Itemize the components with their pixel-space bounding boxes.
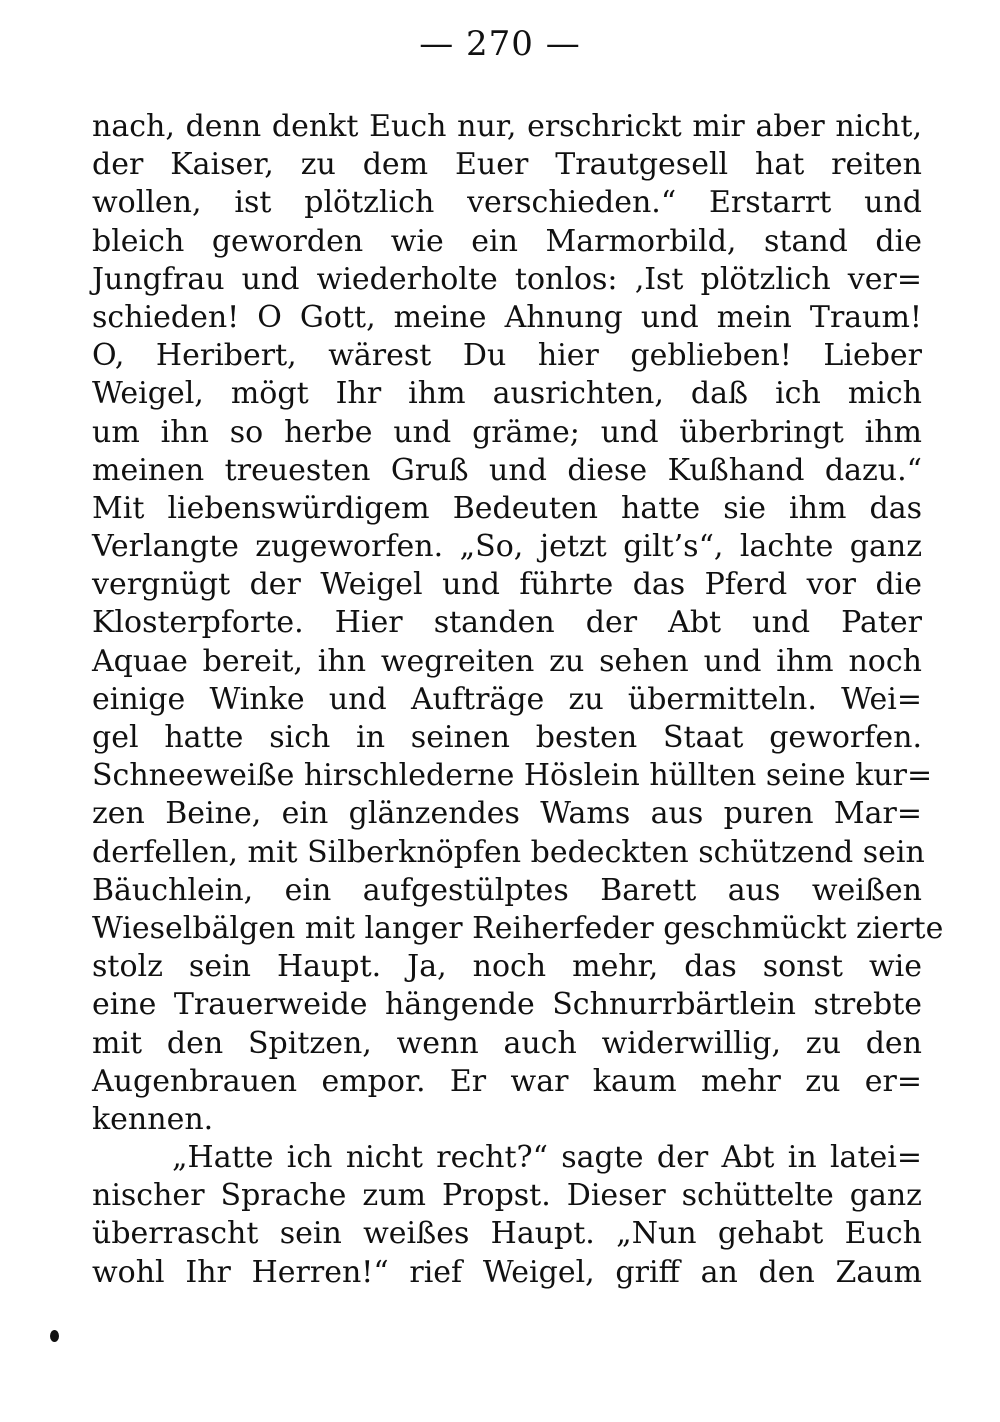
- ink-speck: [50, 1330, 59, 1342]
- text-line: Verlangte zugeworfen. „So, jetzt gilt’s“, lachte ganz: [92, 529, 922, 565]
- text-line: wohl Ihr Herren!“ rief Weigel, griff an den Zaum: [92, 1254, 922, 1290]
- text-line: einige Winke und Aufträge zu übermitteln. Wei=: [92, 681, 922, 717]
- text-line: überrascht sein weißes Haupt. „Nun gehabt Euch: [92, 1216, 922, 1252]
- text-line: Klosterpforte. Hier standen der Abt und Pater: [92, 605, 922, 641]
- text-line: Weigel, mögt Ihr ihm ausrichten, daß ich mich: [92, 376, 922, 412]
- text-line: nach, denn denkt Euch nur, erschrickt mir aber nicht,: [92, 109, 922, 144]
- text-line: Augenbrauen empor. Er war kaum mehr zu er=: [92, 1063, 922, 1099]
- text-line: Jungfrau und wiederholte tonlos: ‚Ist plötzlich ver=: [92, 261, 922, 297]
- text-line: der Kaiser, zu dem Euer Trautgesell hat reiten: [92, 147, 922, 183]
- text-line: Aquae bereit, ihn wegreiten zu sehen und ihm noch: [92, 643, 922, 679]
- text-line: gel hatte sich in seinen besten Staat geworfen.: [92, 720, 922, 755]
- text-line: wollen, ist plötzlich verschieden.“ Erstarrt und: [92, 185, 922, 221]
- text-line: um ihn so herbe und gräme; und überbringt ihm: [92, 414, 922, 450]
- paragraph-start-line: „Hatte ich nicht recht?“ sagte der Abt in latei=: [172, 1140, 922, 1176]
- text-line: mit den Spitzen, wenn auch widerwillig, zu den: [92, 1025, 922, 1061]
- body-text: [92, 108, 944, 1292]
- text-line: bleich geworden wie ein Marmorbild, stand die: [92, 223, 922, 259]
- paragraph-end-line: kennen.: [92, 1101, 214, 1137]
- page-number: — 270 —: [419, 24, 581, 64]
- text-line: nischer Sprache zum Propst. Dieser schüttelte ganz: [92, 1178, 922, 1214]
- text-line: vergnügt der Weigel und führte das Pferd vor die: [92, 567, 922, 603]
- text-line: stolz sein Haupt. Ja, noch mehr, das sonst wie: [92, 949, 922, 985]
- text-line: schieden! O Gott, meine Ahnung und mein Traum!: [92, 299, 922, 335]
- text-line: Wieselbälgen mit langer Reiherfeder geschmückt zierte: [92, 910, 944, 946]
- text-line: Schneeweiße hirschlederne Höslein hüllten seine kur=: [92, 758, 933, 794]
- text-line: O, Heribert, wärest Du hier geblieben! Lieber: [92, 338, 922, 374]
- text-line: zen Beine, ein glänzendes Wams aus puren Mar=: [92, 796, 922, 832]
- text-line: derfellen, mit Silberknöpfen bedeckten schützend sein: [92, 834, 925, 870]
- text-line: Mit liebenswürdigem Bedeuten hatte sie ihm das: [92, 490, 922, 526]
- text-line: meinen treuesten Gruß und diese Kußhand dazu.“: [92, 452, 922, 488]
- text-line: eine Trauerweide hängende Schnurrbärtlein strebte: [92, 987, 922, 1023]
- text-line: Bäuchlein, ein aufgestülptes Barett aus weißen: [92, 872, 922, 908]
